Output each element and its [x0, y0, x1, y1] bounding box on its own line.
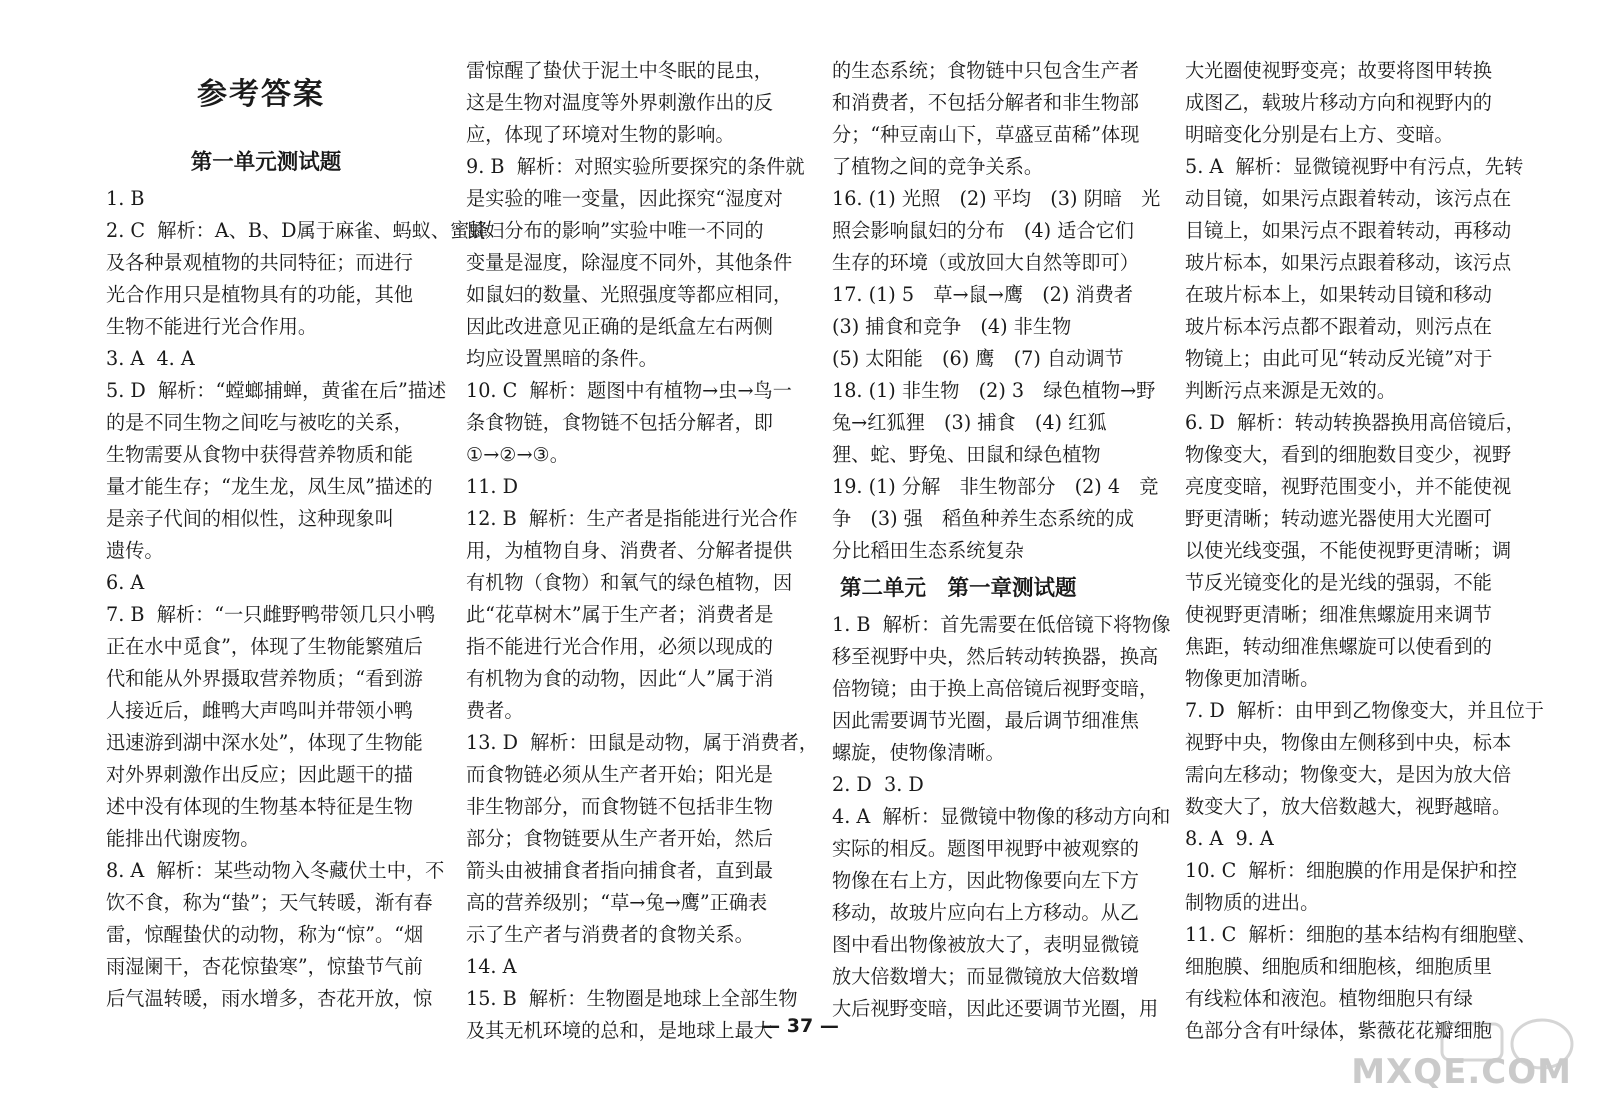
page-number: — 37 — [761, 1015, 839, 1037]
answer-line: 以使光线变强，不能使视野更清晰；调 [1185, 539, 1512, 562]
answer-line: 数变大了，放大倍数越大，视野越暗。 [1185, 795, 1512, 818]
answer-line: 细胞膜、细胞质和细胞核，细胞质里 [1185, 955, 1492, 978]
answer-line: 有机物（食物）和氧气的绿色植物，因 [466, 571, 793, 594]
answer-line: 13. D 解析：田鼠是动物，属于消费者， [466, 731, 819, 754]
answer-line: 此“花草树木”属于生产者；消费者是 [466, 603, 774, 626]
answer-line: 大后视野变暗，因此还要调节光圈，用 [832, 997, 1159, 1020]
answer-line: 均应设置黑暗的条件。 [466, 347, 658, 370]
answer-line: 因此需要调节光圈，最后调节细准焦 [832, 709, 1139, 732]
answer-line: 图中看出物像被放大了，表明显微镜 [832, 933, 1139, 956]
answer-line: 是实验的唯一变量，因此探究“湿度对 [466, 187, 783, 210]
answer-line: 雨湿阑干，杏花惊蛰寒”，惊蛰节气前 [106, 955, 423, 978]
answer-line: 及各种景观植物的共同特征；而进行 [106, 251, 413, 274]
answer-line: 而食物链必须从生产者开始；阳光是 [466, 763, 773, 786]
answer-line: 的是不同生物之间吃与被吃的关系， [106, 411, 413, 434]
answer-line: 狸、蛇、野兔、田鼠和绿色植物 [832, 443, 1101, 466]
watermark-text: MXQE.COM [1351, 1052, 1572, 1092]
answer-line: 迅速游到湖中深水处”，体现了生物能 [106, 731, 423, 754]
column-3 [832, 55, 1171, 1025]
answer-line: 玻片标本，如果污点跟着移动，该污点 [1185, 251, 1512, 274]
answer-line: 指不能进行光合作用，必须以现成的 [466, 635, 773, 658]
answer-line: 18. (1) 非生物 (2) 3 绿色植物→野 [832, 379, 1156, 402]
answer-line: 色部分含有叶绿体，紫薇花花瓣细胞 [1185, 1019, 1492, 1042]
answer-line: 因此改进意见正确的是纸盒左右两侧 [466, 315, 773, 338]
answer-line: 12. B 解析：生产者是指能进行光合作 [466, 507, 798, 530]
answer-line: 14. A [466, 955, 517, 978]
answer-line: 兔→红狐狸 (3) 捕食 (4) 红狐 [832, 411, 1107, 434]
answer-line: 视野中央，物像由左侧移到中央，标本 [1185, 731, 1512, 754]
answer-line: 6. A [106, 571, 145, 594]
answer-line: 19. (1) 分解 非生物部分 (2) 4 竞 [832, 475, 1159, 498]
answer-line: 15. B 解析：生物圈是地球上全部生物 [466, 987, 798, 1010]
answer-line: 实际的相反。题图甲视野中被观察的 [832, 837, 1139, 860]
answer-line: 是亲子代间的相似性，这种现象叫 [106, 507, 394, 530]
answer-line: 倍物镜；由于换上高倍镜后视野变暗， [832, 677, 1159, 700]
answer-line: 8. A 解析：某些动物入冬藏伏土中，不 [106, 859, 445, 882]
answer-line: 照会影响鼠妇的分布 (4) 适合它们 [832, 219, 1134, 242]
answer-line: 17. (1) 5 草→鼠→鹰 (2) 消费者 [832, 283, 1134, 306]
answer-line: 分比稻田生态系统复杂 [832, 539, 1024, 562]
answer-line: 7. D 解析：由甲到乙物像变大，并且位于 [1185, 699, 1544, 722]
answer-line: 条食物链，食物链不包括分解者，即 [466, 411, 773, 434]
section-title-unit-2-chapter-1: 第二单元 第一章测试题 [840, 576, 1077, 601]
watermark-logo [1352, 1014, 1582, 1094]
answer-line: 成图乙，载玻片移动方向和视野内的 [1185, 91, 1492, 114]
answer-line: 大光圈使视野变亮；故要将图甲转换 [1185, 59, 1492, 82]
answer-line: 2. C 解析：A、B、D属于麻雀、蚂蚁、蜜蜂 [106, 219, 489, 242]
answer-line: 野更清晰；转动遮光器使用大光圈可 [1185, 507, 1492, 530]
answer-line: (3) 捕食和竞争 (4) 非生物 [832, 315, 1072, 338]
answer-line: 箭头由被捕食者指向捕食者，直到最 [466, 859, 773, 882]
answer-line: 及其无机环境的总和，是地球上最大 [466, 1019, 773, 1042]
answer-line: 这是生物对温度等外界刺激作出的反 [466, 91, 773, 114]
answer-line: 物镜上；由此可见“转动反光镜”对于 [1185, 347, 1493, 370]
answer-lines [106, 183, 489, 1015]
answer-line: 生物需要从食物中获得营养物质和能 [106, 443, 413, 466]
answer-line: 光合作用只是植物具有的功能，其他 [106, 283, 413, 306]
answer-line: 明暗变化分别是右上方、变暗。 [1185, 123, 1454, 146]
answer-line: 9. B 解析：对照实验所要探究的条件就 [466, 155, 805, 178]
answer-line: 玻片标本污点都不跟着动，则污点在 [1185, 315, 1492, 338]
answer-line: 高的营养级别；“草→兔→鹰”正确表 [466, 891, 768, 914]
answer-line: 遗传。 [106, 539, 164, 562]
answer-line: 判断污点来源是无效的。 [1185, 379, 1397, 402]
answer-line: 1. B 解析：首先需要在低倍镜下将物像 [832, 613, 1171, 636]
answer-line: 移动，故玻片应向右上方移动。从乙 [832, 901, 1139, 924]
answer-line: 物像更加清晰。 [1185, 667, 1320, 690]
answer-line: 11. C 解析：细胞的基本结构有细胞壁、 [1185, 923, 1537, 946]
answer-line: 16. (1) 光照 (2) 平均 (3) 阴暗 光 [832, 187, 1161, 210]
answer-line: 有线粒体和液泡。植物细胞只有绿 [1185, 987, 1473, 1010]
answer-line: 正在水中觅食”，体现了生物能繁殖后 [106, 635, 423, 658]
answer-line: 和消费者，不包括分解者和非生物部 [832, 91, 1139, 114]
answer-line: 生物不能进行光合作用。 [106, 315, 318, 338]
column-1 [106, 55, 489, 1015]
answer-line: 费者。 [466, 699, 524, 722]
answer-line: 1. B [106, 187, 145, 210]
answer-line: 11. D [466, 475, 518, 498]
answer-line: 争 (3) 强 稻鱼种养生态系统的成 [832, 507, 1134, 530]
answer-line: ①→②→③。 [466, 443, 569, 466]
answer-line: 在玻片标本上，如果转动目镜和移动 [1185, 283, 1492, 306]
answer-line: 的生态系统；食物链中只包含生产者 [832, 59, 1139, 82]
answer-line: 非生物部分，而食物链不包括非生物 [466, 795, 773, 818]
answer-line: 5. D 解析：“螳螂捕蝉，黄雀在后”描述 [106, 379, 447, 402]
answer-line: (5) 太阳能 (6) 鹰 (7) 自动调节 [832, 347, 1124, 370]
answer-line: 节反光镜变化的是光线的强弱，不能 [1185, 571, 1492, 594]
answer-line: 了植物之间的竞争关系。 [832, 155, 1044, 178]
answer-line: 量才能生存；“龙生龙，凤生凤”描述的 [106, 475, 433, 498]
answer-line: 鼠妇分布的影响”实验中唯一不同的 [466, 219, 764, 242]
answer-line: 生存的环境（或放回大自然等即可） [832, 251, 1139, 274]
answer-line: 制物质的进出。 [1185, 891, 1320, 914]
answer-line: 7. B 解析：“一只雌野鸭带领几只小鸭 [106, 603, 436, 626]
answer-line: 10. C 解析：细胞膜的作用是保护和控 [1185, 859, 1518, 882]
answer-line: 2. D 3. D [832, 773, 924, 796]
answer-lines [1185, 55, 1544, 1047]
answer-line: 移至视野中央，然后转动转换器，换高 [832, 645, 1159, 668]
answer-line: 示了生产者与消费者的食物关系。 [466, 923, 754, 946]
answer-line: 代和能从外界摄取营养物质；“看到游 [106, 667, 423, 690]
answer-line: 6. D 解析：转动转换器换用高倍镜后， [1185, 411, 1525, 434]
answer-line: 需向左移动；物像变大，是因为放大倍 [1185, 763, 1512, 786]
answer-line: 后气温转暖，雨水增多，杏花开放，惊 [106, 987, 433, 1010]
answer-line: 4. A 解析：显微镜中物像的移动方向和 [832, 805, 1171, 828]
answer-lines [832, 609, 1171, 1025]
answer-line: 物像变大，看到的细胞数目变少，视野 [1185, 443, 1512, 466]
column-4 [1185, 55, 1544, 1047]
answer-line: 3. A 4. A [106, 347, 195, 370]
answer-line: 使视野更清晰；细准焦螺旋用来调节 [1185, 603, 1492, 626]
answer-lines [832, 55, 1162, 567]
answer-line: 饮不食，称为“蛰”；天气转暖，渐有春 [106, 891, 433, 914]
answer-line: 放大倍数增大；而显微镜放大倍数增 [832, 965, 1139, 988]
answer-line: 焦距，转动细准焦螺旋可以使看到的 [1185, 635, 1492, 658]
answer-line: 部分；食物链要从生产者开始，然后 [466, 827, 773, 850]
answer-line: 8. A 9. A [1185, 827, 1274, 850]
answer-line: 雷，惊醒蛰伏的动物，称为“惊”。“烟 [106, 923, 424, 946]
answer-line: 动目镜，如果污点跟着转动，该污点在 [1185, 187, 1512, 210]
answer-line: 螺旋，使物像清晰。 [832, 741, 1005, 764]
answer-line: 雷惊醒了蛰伏于泥土中冬眠的昆虫， [466, 59, 773, 82]
answer-line: 物像在右上方，因此物像要向左下方 [832, 869, 1139, 892]
answer-line: 分；“种豆南山下，草盛豆苗稀”体现 [832, 123, 1140, 146]
answer-line: 用，为植物自身、消费者、分解者提供 [466, 539, 793, 562]
answer-line: 有机物为食的动物，因此“人”属于消 [466, 667, 774, 690]
answer-line: 亮度变暗，视野范围变小，并不能使视 [1185, 475, 1512, 498]
answer-line: 述中没有体现的生物基本特征是生物 [106, 795, 413, 818]
answer-line: 如鼠妇的数量、光照强度等都应相同， [466, 283, 793, 306]
answer-line: 5. A 解析：显微镜视野中有污点，先转 [1185, 155, 1524, 178]
answer-line: 能排出代谢废物。 [106, 827, 260, 850]
answer-line: 10. C 解析：题图中有植物→虫→鸟一 [466, 379, 792, 402]
answer-line: 变量是湿度，除湿度不同外，其他条件 [466, 251, 793, 274]
answer-line: 目镜上，如果污点不跟着转动，再移动 [1185, 219, 1512, 242]
answer-line: 应，体现了环境对生物的影响。 [466, 123, 735, 146]
page-title: 参考答案 [197, 77, 325, 112]
section-title-unit-1: 第一单元测试题 [190, 150, 342, 175]
answer-line: 人接近后，雌鸭大声鸣叫并带领小鸭 [106, 699, 413, 722]
answer-line: 对外界刺激作出反应；因此题干的描 [106, 763, 413, 786]
